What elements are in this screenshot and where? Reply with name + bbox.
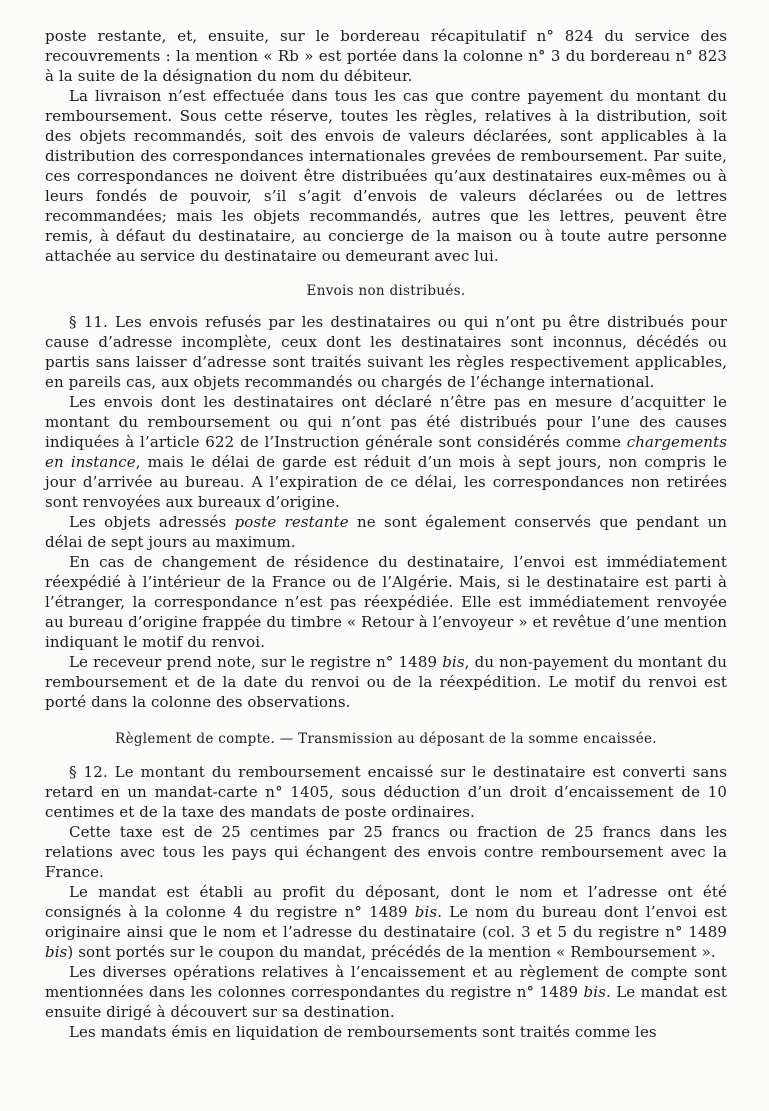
- paragraph: [45, 652, 727, 712]
- italic-run: bis: [45, 943, 68, 961]
- text-run: ne sont également conservés que pendant un délai de sept jours au maximum.: [45, 513, 727, 551]
- text-run: , du non-payement du montant du remboursement et de la date du renvoi ou de la réexpédition. Le motif du renvoi est porté dans la colonne des observations.: [45, 653, 727, 711]
- text-run: Envois non distribués.: [306, 283, 466, 299]
- paragraph: [45, 512, 727, 552]
- italic-run: chargements en instance: [45, 433, 727, 471]
- italic-run: bis: [583, 983, 606, 1001]
- italic-run: bis: [442, 653, 465, 671]
- italic-run: poste restante: [234, 513, 349, 531]
- paragraph: [45, 86, 727, 266]
- paragraph: [45, 1022, 727, 1042]
- section-heading: [45, 729, 727, 749]
- text-run: Les objets adressés: [69, 513, 235, 531]
- text-run: . Le mandat est ensuite dirigé à découvert sur sa destination.: [45, 983, 727, 1021]
- paragraph: [45, 392, 727, 512]
- paragraph: [45, 962, 727, 1022]
- paragraph: [45, 312, 727, 392]
- italic-run: bis: [414, 903, 438, 921]
- paragraph: [45, 552, 727, 652]
- text-run: . Le nom du bureau dont l’envoi est originaire ainsi que le nom et l’adresse du destinataire (col. 3 et 5 du registre n° 1489: [45, 903, 728, 941]
- text-run: Les diverses opérations relatives à l’encaissement et au règlement de compte sont mentionnées dans les colonnes correspondantes du registre n° 1489: [45, 963, 727, 1001]
- text-run: poste restante, et, ensuite, sur le bordereau récapitulatif n° 824 du service des recouvrements : la mention « Rb » est portée dans la colonne n° 3 du bordereau n° 823 à la suite de la désignation du nom du débiteur.: [45, 27, 727, 85]
- text-run: ) sont portés sur le coupon du mandat, précédés de la mention « Remboursement ».: [67, 943, 716, 961]
- text-run: La livraison n’est effectuée dans tous les cas que contre payement du montant du remboursement. Sous cette réserve, toutes les règles, relatives à la distribution, soit des objets recommandés, soit des envois de valeurs déclarées, sont applicables à la distribution des correspondances internationales grevées de remboursement. Par suite, ces correspondances ne doivent être distribuées qu’aux destinataires eux-mêmes ou à leurs fondés de pouvoir, s’il s’agit d’envois de valeurs déclarées ou de lettres recommandées; mais les objets recommandés, autres que les lettres, peuvent être remis, à défaut du destinataire, au concierge de la maison ou à toute autre personne attachée au service du destinataire ou demeurant avec lui.: [45, 87, 727, 265]
- text-run: Règlement de compte. — Transmission au déposant de la somme encaissée.: [115, 731, 657, 747]
- text-run: § 11. Les envois refusés par les destinataires ou qui n’ont pu être distribués pour cause d’adresse incomplète, ceux dont les destinataires sont inconnus, décédés ou partis sans laisser d’adresse sont traités suivant les règles respectivement applicables, en pareils cas, aux objets recommandés ou chargés de l’échange international.: [45, 313, 727, 391]
- text-run: En cas de changement de résidence du destinataire, l’envoi est immédiatement réexpédié à l’intérieur de la France ou de l’Algérie. Mais, si le destinataire est parti à l’étranger, la correspondance n’est pas réexpédiée. Elle est immédiatement renvoyée au bureau d’origine frappée du timbre « Retour à l’envoyeur » et revêtue d’une mention indiquant le motif du renvoi.: [45, 553, 727, 651]
- text-run: Le receveur prend note, sur le registre n° 1489: [69, 653, 443, 671]
- text-run: , mais le délai de garde est réduit d’un mois à sept jours, non compris le jour d’arrivée au bureau. A l’expiration de ce délai, les correspondances non retirées sont renvoyées aux bureaux d’origine.: [45, 453, 727, 511]
- text-run: Cette taxe est de 25 centimes par 25 francs ou fraction de 25 francs dans les relations avec tous les pays qui échangent des envois contre remboursement avec la France.: [45, 823, 727, 881]
- text-run: § 12. Le montant du remboursement encaissé sur le destinataire est converti sans retard en un mandat-carte n° 1405, sous déduction d’un droit d’encaissement de 10 centimes et de la taxe des mandats de poste ordinaires.: [45, 763, 727, 821]
- text-run: Le mandat est établi au profit du déposant, dont le nom et l’adresse ont été consignés à la colonne 4 du registre n° 1489: [45, 883, 727, 921]
- text-run: Les envois dont les destinataires ont déclaré n’être pas en mesure d’acquitter le montant du remboursement ou qui n’ont pas été distribués pour l’une des causes indiquées à l’article 622 de l’Instruction générale sont considérés comme: [45, 393, 727, 451]
- paragraph: [45, 26, 727, 86]
- paragraph: [45, 822, 727, 882]
- text-run: Les mandats émis en liquidation de remboursements sont traités comme les: [69, 1023, 657, 1041]
- text-block: [45, 26, 727, 1042]
- paragraph: [45, 762, 727, 822]
- paragraph: [45, 882, 727, 962]
- section-heading: [45, 281, 727, 301]
